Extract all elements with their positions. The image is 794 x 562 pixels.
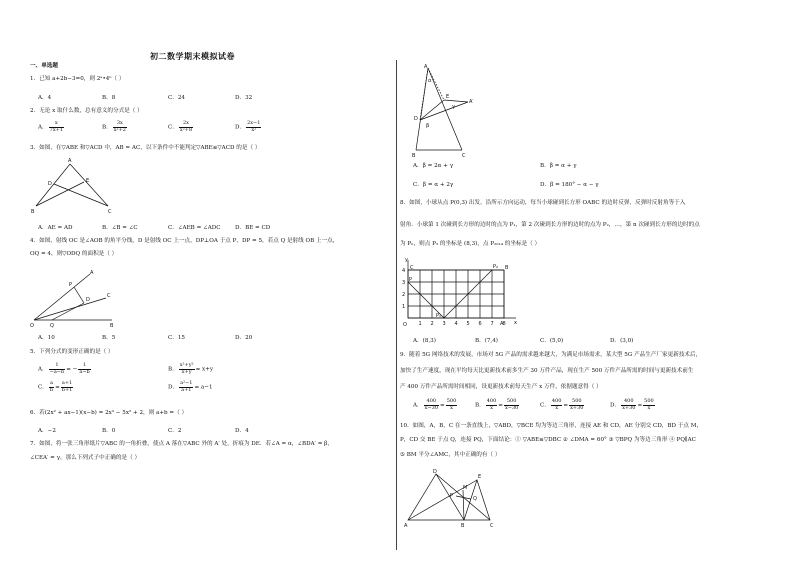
q1-option-a[interactable]: A．4 bbox=[38, 95, 52, 101]
denominator: 7x+1 bbox=[49, 126, 64, 133]
label-c: C bbox=[107, 293, 111, 299]
denominator: x bbox=[450, 404, 453, 411]
x-tick-label: 6 bbox=[478, 321, 482, 327]
column-divider bbox=[396, 60, 397, 550]
segment-cd bbox=[54, 184, 108, 206]
x-tick-label: 1 bbox=[418, 321, 422, 327]
fraction bbox=[446, 399, 458, 411]
q6-option-c[interactable]: C．2 bbox=[168, 428, 182, 434]
label-b: B bbox=[31, 209, 35, 215]
numerator: a bbox=[49, 380, 53, 386]
q7-option-c[interactable]: C．β = α + 2γ bbox=[413, 182, 454, 188]
segment-ab bbox=[36, 164, 70, 206]
q9-stem-line2: 加快了生产速度，现在平均每天比更新技术前多生产 30 万件产品，现在生产 500 万件产品所需的时间与更新技术前生 bbox=[400, 368, 694, 374]
label-p: P bbox=[69, 282, 73, 288]
fraction bbox=[569, 399, 584, 411]
numerator: 500 bbox=[446, 398, 457, 404]
q1-stem: 1．已知 a+2b−3=0，则 2ᵃ•4ᵇ（ ） bbox=[30, 76, 125, 82]
numerator: 400 bbox=[424, 399, 439, 406]
q10-stem-line3: ⑤ BM 平分∠AMC，其中正确的有（ ） bbox=[400, 452, 501, 458]
q8-option-a[interactable]: A．(8,3) bbox=[413, 338, 436, 344]
q3-figure bbox=[30, 158, 120, 216]
section-heading: 一、单选题 bbox=[30, 63, 58, 69]
q4-figure bbox=[30, 266, 120, 328]
x-tick-label: 3 bbox=[442, 321, 446, 327]
label-d: D bbox=[48, 181, 52, 187]
denominator: x²+8 bbox=[179, 126, 193, 133]
q3-option-d[interactable]: D．BE = CD bbox=[235, 225, 271, 231]
q9-stem-line3: 产 400 万件产品所需时间相同，设更新技术前每天生产 x 万件，依据题意得（ ） bbox=[400, 384, 602, 390]
q7-option-a[interactable]: A．β = 2α + γ bbox=[413, 163, 454, 169]
label-b: B bbox=[110, 323, 114, 329]
equals: = x+y bbox=[195, 366, 214, 373]
q8-stem-line1: 8．如图，小球从点 P(0,3) 出发，沿所示方向运动，每当小球碰到长方形 OABC 的边时反弹，反弹时反射角等于入 bbox=[400, 200, 686, 206]
label-e: E bbox=[446, 94, 450, 100]
q2-option-c-label: C． bbox=[168, 124, 178, 131]
fraction bbox=[551, 399, 563, 411]
label-gamma: γ bbox=[452, 104, 455, 110]
q4-stem-line2: OQ = 4，则▽ODQ 的面积是（ ） bbox=[30, 251, 118, 257]
q5-option-b-label: B． bbox=[168, 366, 178, 373]
label-a: A bbox=[68, 158, 72, 164]
label-a: A bbox=[90, 270, 94, 276]
equals: = bbox=[637, 402, 643, 409]
denominator: x+y bbox=[181, 368, 192, 375]
q10-figure bbox=[404, 466, 500, 528]
y-tick-label: 1 bbox=[402, 304, 406, 310]
y-tick-label: 4 bbox=[402, 268, 406, 274]
q7-option-b[interactable]: B．β = α + γ bbox=[540, 163, 577, 169]
fraction bbox=[179, 381, 193, 393]
q6-option-d[interactable]: D．4 bbox=[235, 428, 249, 434]
label-m: M bbox=[463, 485, 468, 491]
numerator: 2x bbox=[179, 121, 193, 128]
label-e: E bbox=[86, 178, 90, 184]
triangle-abd bbox=[408, 474, 464, 520]
numerator: 400 bbox=[486, 398, 497, 404]
label-beta: β bbox=[426, 123, 430, 129]
denominator: x²+2 bbox=[113, 126, 126, 133]
segment-da2 bbox=[420, 102, 468, 120]
x-tick-label: 4 bbox=[454, 321, 458, 327]
x-tick-label: 8 bbox=[502, 321, 506, 327]
q6-stem: 6．若(2x² + ax−1)(x−b) = 2x³ − 5x² + 2，则 a+b =（ ） bbox=[30, 410, 188, 416]
label-c: C bbox=[462, 153, 466, 159]
numerator: 500 bbox=[569, 399, 584, 406]
label-p1: P₁ bbox=[436, 313, 442, 319]
label-q: Q bbox=[473, 496, 477, 502]
page-title: 初二数学期末模拟试卷 bbox=[150, 51, 235, 61]
label-p2: P₂ bbox=[493, 264, 499, 270]
equals: = bbox=[498, 402, 503, 409]
q7-option-d[interactable]: D．β = 180° − α − γ bbox=[540, 182, 599, 188]
denominator: x+30 bbox=[570, 404, 584, 411]
equals: = − bbox=[66, 366, 78, 373]
q2-option-d-label: D． bbox=[235, 124, 246, 131]
denominator: a+1 bbox=[181, 386, 192, 393]
denominator: x² bbox=[251, 126, 257, 133]
q2-option-b-label: B． bbox=[102, 124, 112, 131]
y-tick-label: 2 bbox=[402, 292, 406, 298]
ray-oc bbox=[34, 298, 106, 320]
q1-option-d[interactable]: D．32 bbox=[235, 95, 253, 101]
label-p: P bbox=[450, 493, 454, 499]
option-label: C． bbox=[540, 402, 550, 409]
y-tick-labels bbox=[402, 268, 405, 310]
triangle-bce bbox=[464, 480, 490, 520]
label-a: A bbox=[404, 523, 408, 529]
numerator: 400 bbox=[621, 399, 636, 406]
segment-dq bbox=[52, 303, 84, 320]
fraction bbox=[643, 399, 655, 411]
q3-option-c[interactable]: C．∠AEB = ∠ADC bbox=[168, 225, 221, 231]
q7-stem-line2: ∠CEA′ = γ，那么下列式子中正确的是（ ） bbox=[30, 455, 141, 461]
q5-option-a-label: A． bbox=[38, 366, 48, 373]
q5-option-d-label: D． bbox=[168, 384, 179, 391]
label-c: C bbox=[108, 209, 112, 215]
origin-label: O bbox=[403, 322, 407, 328]
q8-option-b[interactable]: B．(7,4) bbox=[475, 338, 498, 344]
q2-option-c-fraction bbox=[179, 121, 193, 133]
fraction bbox=[621, 399, 636, 411]
segment-bm bbox=[463, 490, 464, 520]
dashed-ae bbox=[428, 68, 444, 100]
label-a: A bbox=[500, 321, 504, 327]
fraction bbox=[49, 381, 54, 393]
numerator: x²+y² bbox=[179, 362, 194, 368]
numerator: a²−1 bbox=[180, 380, 193, 386]
fraction bbox=[179, 363, 195, 375]
segment-pd bbox=[74, 287, 84, 303]
fraction bbox=[49, 363, 66, 375]
x-tick-labels bbox=[419, 321, 506, 327]
denominator: x−30 bbox=[424, 404, 439, 411]
q3-option-a[interactable]: A．AE = AD bbox=[38, 225, 73, 231]
label-b: B bbox=[461, 523, 465, 529]
q2-option-a[interactable] bbox=[38, 121, 65, 133]
q8-figure bbox=[400, 256, 520, 328]
equals: = bbox=[440, 402, 445, 409]
q3-stem: 3．如图，在▽ABE 和▽ACD 中，AB = AC，以下条件中不能判定▽ABE≌▽ACD 的是（ ） bbox=[30, 145, 261, 151]
label-d: D bbox=[414, 116, 418, 122]
q1-option-c[interactable]: C．24 bbox=[168, 95, 185, 101]
denominator: x bbox=[490, 404, 493, 411]
q9-stem-line1: 9．随着 5G 网络技术的发展，市场对 5G 产品的需求越来越大，为满足市场需求，某大型 5G 产品生产厂家更新技术后， bbox=[400, 352, 702, 358]
label-b: B bbox=[505, 265, 509, 271]
q8-stem-line3: 为 Pₙ，则点 P₃ 的坐标是 (8,3)，点 P₂₀₁₄ 的坐标是（ ） bbox=[400, 241, 541, 247]
x-axis-label: x bbox=[514, 320, 517, 326]
label-a-prime: A′ bbox=[469, 99, 474, 105]
x-tick-label: 7 bbox=[490, 321, 494, 327]
numerator: 3x bbox=[113, 121, 127, 128]
option-label: B． bbox=[475, 402, 485, 409]
q8-option-d[interactable]: D．(3,0) bbox=[610, 338, 634, 344]
label-b: B bbox=[412, 153, 416, 159]
q5-option-c-label: C． bbox=[38, 384, 48, 391]
fraction bbox=[424, 399, 439, 411]
denominator: a−b bbox=[79, 368, 90, 375]
option-label: A． bbox=[413, 402, 423, 409]
q5-option-d[interactable] bbox=[168, 381, 213, 393]
q4-option-a[interactable]: A．10 bbox=[38, 335, 55, 341]
q9-option-b[interactable] bbox=[475, 399, 520, 411]
q7-stem-line1: 7．如图，将一张三角形纸片▽ABC 的一角折叠，使点 A 落在▽ABC 外的 A′ 处，折痕为 DE．若∠A = α，∠BDA′ = β， bbox=[30, 441, 334, 447]
q2-option-d-fraction bbox=[246, 121, 261, 133]
q5-stem: 5．下列分式的变形正确的是（ ） bbox=[30, 349, 114, 355]
label-o: O bbox=[30, 323, 34, 329]
q4-option-c[interactable]: C．15 bbox=[168, 335, 185, 341]
ray-oa bbox=[34, 274, 90, 320]
numerator: 500 bbox=[644, 398, 654, 404]
grid bbox=[408, 270, 504, 318]
q4-stem-line1: 4．如图，射线 OC 是∠AOB 的角平分线，D 是射线 OC 上一点，DP⊥OA 于点 P，DP = 5，若点 Q 是射线 OB 上一点， bbox=[30, 238, 339, 244]
q4-option-d[interactable]: D．20 bbox=[235, 335, 253, 341]
y-tick-label: 3 bbox=[402, 280, 406, 286]
segment-ea2 bbox=[444, 100, 468, 102]
y-axis-label: y bbox=[405, 257, 408, 263]
q1-option-b[interactable]: B．8 bbox=[102, 95, 116, 101]
q10-stem-line2: P，CD 交 BE 于点 Q，连接 PQ，下面结论：① ▽ABE≌▽DBC ② ∠DMA = 60° ③ ▽BPQ 为等边三角形 ④ PQ∥AC bbox=[400, 437, 696, 443]
q5-option-a[interactable] bbox=[38, 363, 92, 375]
fraction bbox=[486, 399, 498, 411]
q7-figure bbox=[404, 64, 484, 158]
denominator: b+1 bbox=[61, 386, 73, 393]
label-c: C bbox=[410, 265, 414, 271]
q9-option-a[interactable] bbox=[413, 399, 458, 411]
q9-option-d[interactable] bbox=[610, 399, 656, 411]
equals: = bbox=[563, 402, 569, 409]
numerator: 400 bbox=[551, 398, 562, 404]
label-e: E bbox=[478, 474, 482, 480]
fraction bbox=[504, 399, 519, 411]
q2-option-a-fraction bbox=[49, 121, 64, 133]
q4-option-b[interactable]: B．5 bbox=[102, 335, 116, 341]
denominator: x+30 bbox=[622, 404, 636, 411]
denominator: b bbox=[49, 386, 54, 393]
equals: = bbox=[55, 384, 60, 391]
denominator: x−30 bbox=[504, 404, 519, 411]
q9-option-c[interactable] bbox=[540, 399, 585, 411]
q2-option-b-fraction bbox=[113, 121, 127, 133]
numerator: 500 bbox=[504, 399, 519, 406]
numerator: 1 bbox=[78, 363, 90, 370]
fraction bbox=[78, 363, 90, 375]
fraction bbox=[61, 381, 74, 393]
label-p: P bbox=[409, 277, 413, 283]
segment-ac bbox=[70, 164, 108, 206]
denominator: −a−b bbox=[49, 368, 65, 375]
q2-option-a-label: A． bbox=[38, 124, 48, 131]
equals: = a−1 bbox=[194, 384, 213, 391]
denominator: x bbox=[555, 404, 559, 411]
x-tick-label: 5 bbox=[466, 321, 470, 327]
q6-option-b[interactable]: B．0 bbox=[102, 428, 116, 434]
label-q: Q bbox=[50, 323, 54, 329]
crease-de bbox=[420, 100, 444, 120]
segment-be bbox=[36, 182, 84, 206]
q8-stem-line2: 射角．小球第 1 次碰到长方形的边时的点为 P₁，第 2 次碰到长方形的边时的点为 P₂，…，第 n 次碰到长方形的边时的点 bbox=[400, 222, 700, 228]
numerator: a+1 bbox=[61, 380, 73, 386]
q2-option-b[interactable] bbox=[102, 121, 128, 133]
q5-option-c[interactable] bbox=[38, 381, 74, 393]
q6-option-a[interactable]: A．−2 bbox=[38, 428, 56, 434]
label-d: D bbox=[86, 297, 90, 303]
q2-stem: 2．无论 x 取什么数，总有意义的分式是（ ） bbox=[30, 108, 143, 114]
numerator: 2x−1 bbox=[247, 120, 261, 126]
x-tick-label: 2 bbox=[430, 321, 434, 327]
label-a: A bbox=[424, 64, 428, 70]
numerator: 1 bbox=[49, 363, 66, 370]
q2-option-c[interactable] bbox=[168, 121, 194, 133]
q3-option-b[interactable]: B．∠B = ∠C bbox=[102, 225, 138, 231]
label-c: C bbox=[490, 523, 494, 529]
denominator: x bbox=[647, 404, 651, 411]
q5-option-b[interactable] bbox=[168, 363, 213, 375]
label-d: D bbox=[433, 469, 437, 475]
label-alpha: α bbox=[428, 78, 432, 84]
option-label: D． bbox=[610, 402, 621, 409]
q2-option-d[interactable] bbox=[235, 121, 262, 133]
q10-stem-line1: 10．如图，A，B，C 在一条直线上，▽ABD，▽BCE 均为等边三角形，连接 AE 和 CD，AE 分别交 CD，BD 于点 M， bbox=[400, 423, 703, 429]
numerator: x bbox=[49, 121, 64, 128]
q8-option-c[interactable]: C．(5,0) bbox=[540, 338, 564, 344]
